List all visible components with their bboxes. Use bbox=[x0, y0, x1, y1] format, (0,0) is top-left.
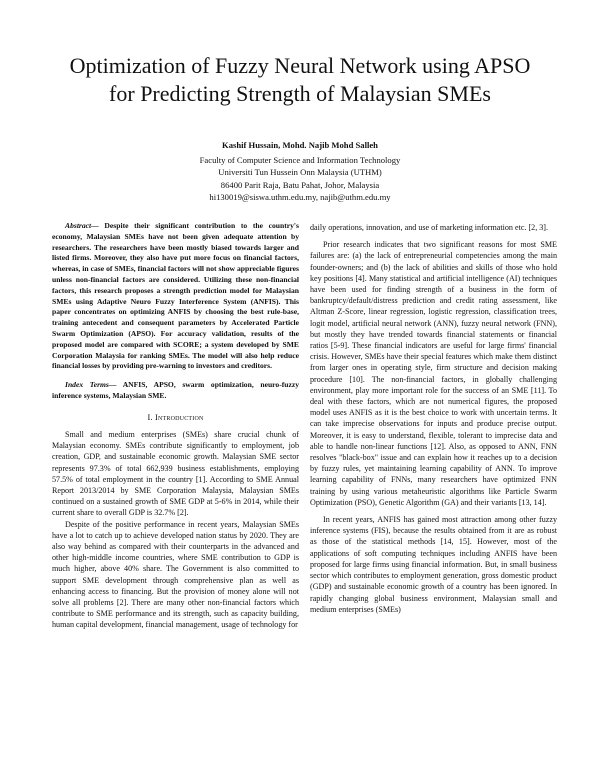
body-paragraph: Small and medium enterprises (SMEs) share crucial chunk of Malaysian economy. SMEs contribute significantly to employment, job creation, GDP, and sustainable economic growth. Malaysian SME sector represents 97.3% of total 662,939 business establishments, employing 57.5% of total employment in the country [1]. According to SME Annual Report 2013/2014 by SME Corporation Malaysia, Malaysian SMEs continued on a sustained growth of SME GDP at 5-6% in 2014, while their current share to overall GDP is 32.7% [2]. bbox=[52, 429, 299, 518]
left-column bbox=[52, 221, 299, 631]
index-terms bbox=[52, 380, 299, 402]
title-line-1: Optimization of Fuzzy Neural Network using APSO bbox=[69, 53, 531, 78]
affiliation-line-2: Universiti Tun Hussein Onn Malaysia (UTHM) bbox=[218, 167, 382, 177]
paper-title bbox=[40, 52, 560, 108]
affiliation-line-3: 86400 Parit Raja, Batu Pahat, Johor, Malaysia bbox=[220, 179, 380, 190]
right-column bbox=[310, 222, 557, 615]
body-paragraph: Despite of the positive performance in recent years, Malaysian SMEs have a lot to catch up to achieve developed nation status by 2020. They are also way behind as compared with their counterparts in the advanced and other high-middle income countries, where SME contribution to GDP is much higher, above 40% share. The Government is also committed to support SME development through comprehensive plan as well as enhancing access to financing. But the provision of money alone will not solve all problems [2]. There are many other non-financial factors which contribute to SME performance and its strength, such as capacity building, human capital development, financial management, usage of technology for bbox=[52, 519, 299, 630]
body-paragraph: In recent years, ANFIS has gained most attraction among other fuzzy inference systems (FIS), because the results obtained from it are as robust as those of the statistical methods [14, 15]. However, most of the applications of soft computing techniques including ANFIS have been proposed for large firms using financial information. But, in small business sector which contributes to employment generation, gross domestic product (GDP) and sustainable economic growth of a country has been ignored. In rapidly changing global business environment, Malaysian small and medium enterprises (SMEs) bbox=[310, 515, 557, 614]
author-block bbox=[100, 139, 500, 204]
index-terms-text: ANFIS, APSO, swarm optimization, neuro-fuzzy inference systems, Malaysian SME. bbox=[52, 380, 300, 400]
section-heading-introduction: I. Introduction bbox=[147, 412, 204, 422]
author-emails: hi130019@siswa.uthm.edu.my, najib@uthm.edu.my bbox=[209, 192, 391, 202]
abstract bbox=[52, 221, 299, 372]
affiliation-line-1: Faculty of Computer Science and Information Technology bbox=[199, 154, 401, 165]
abstract-text: Despite their significant contribution to the country's economy, Malaysian SMEs have not been given adequate attention by researchers. The researchers have been mostly biased towards larger and listed firms. Moreover, they also have put more focus on financial factors, whereas, in case of SMEs, financial factors will not show appreciable figures unless non-financial factors are considered. Utilizing these non-financial factors, this research proposes a strength prediction model for Malaysian SMEs using Adaptive Neuro Fuzzy Interference System (ANFIS). This paper concentrates on optimizing ANFIS by choosing the best rule-base, training antecedent and consequent parameters by Accelerated Particle Swarm Optimization (APSO). For accuracy validation, results of the proposed model are compared with SCORE; a system developed by SME Corporation Malaysia for ranking SMEs. The model will also help reduce financial losses by providing pre-warning to investors and creditors. bbox=[52, 221, 299, 371]
body-paragraph: Prior research indicates that two significant reasons for most SME failures are: (a) the lack of entrepreneurial competencies among the main founder-owners; and (b) the lack of abilities and skills of those who hold key positions [4]. Many statistical and artificial intelligence (AI) techniques have been used for finding strength of a business in the form of bankruptcy/default/distress prediction and credit rating assessment, like Altman Z-Score, linear regression, logistic regression, classification trees, logit model, artificial neural network (ANN), fuzzy neural network (FNN), but mostly they have trended towards financial statements or financial ratios [5-9]. These financial indicators are useful for large firms' financial crisis. However, SMEs have their special features which make them distinct from larger ones in operating style, firm structure and decision making procedure [10]. The non-financial factors, in globally challenging environment, play more important role for the success of an SME [11]. To deal with these factors, which are not numerical figures, the proposed model uses ANFIS as it is the best choice to work with uncertain terms. It can take imprecise observations for inputs and produce precise output. Moreover, it is easy to understand, flexible, tolerant to imprecise data and able to handle non-linear functions [12]. Also, as opposed to ANN, FNN resolves "black-box" issue and can explain how it reaches up to a decision by fuzzy rules, yet maintaining learning capability of ANN. To improve learning capability of FNNs, many researchers have optimized FNN training by using various metaheuristic algorithms like Particle Swarm Optimization (PSO), Genetic Algorithm (GA) and their variants [13, 14]. bbox=[310, 240, 557, 507]
abstract-lead: Abstract— bbox=[65, 221, 99, 230]
author-names: Kashif Hussain, Mohd. Najib Mohd Salleh bbox=[222, 140, 378, 150]
title-line-2: for Predicting Strength of Malaysian SMEs bbox=[109, 81, 491, 106]
body-paragraph: daily operations, innovation, and use of marketing information etc. [2, 3]. bbox=[310, 223, 549, 232]
index-terms-lead: Index Terms— bbox=[65, 380, 117, 390]
